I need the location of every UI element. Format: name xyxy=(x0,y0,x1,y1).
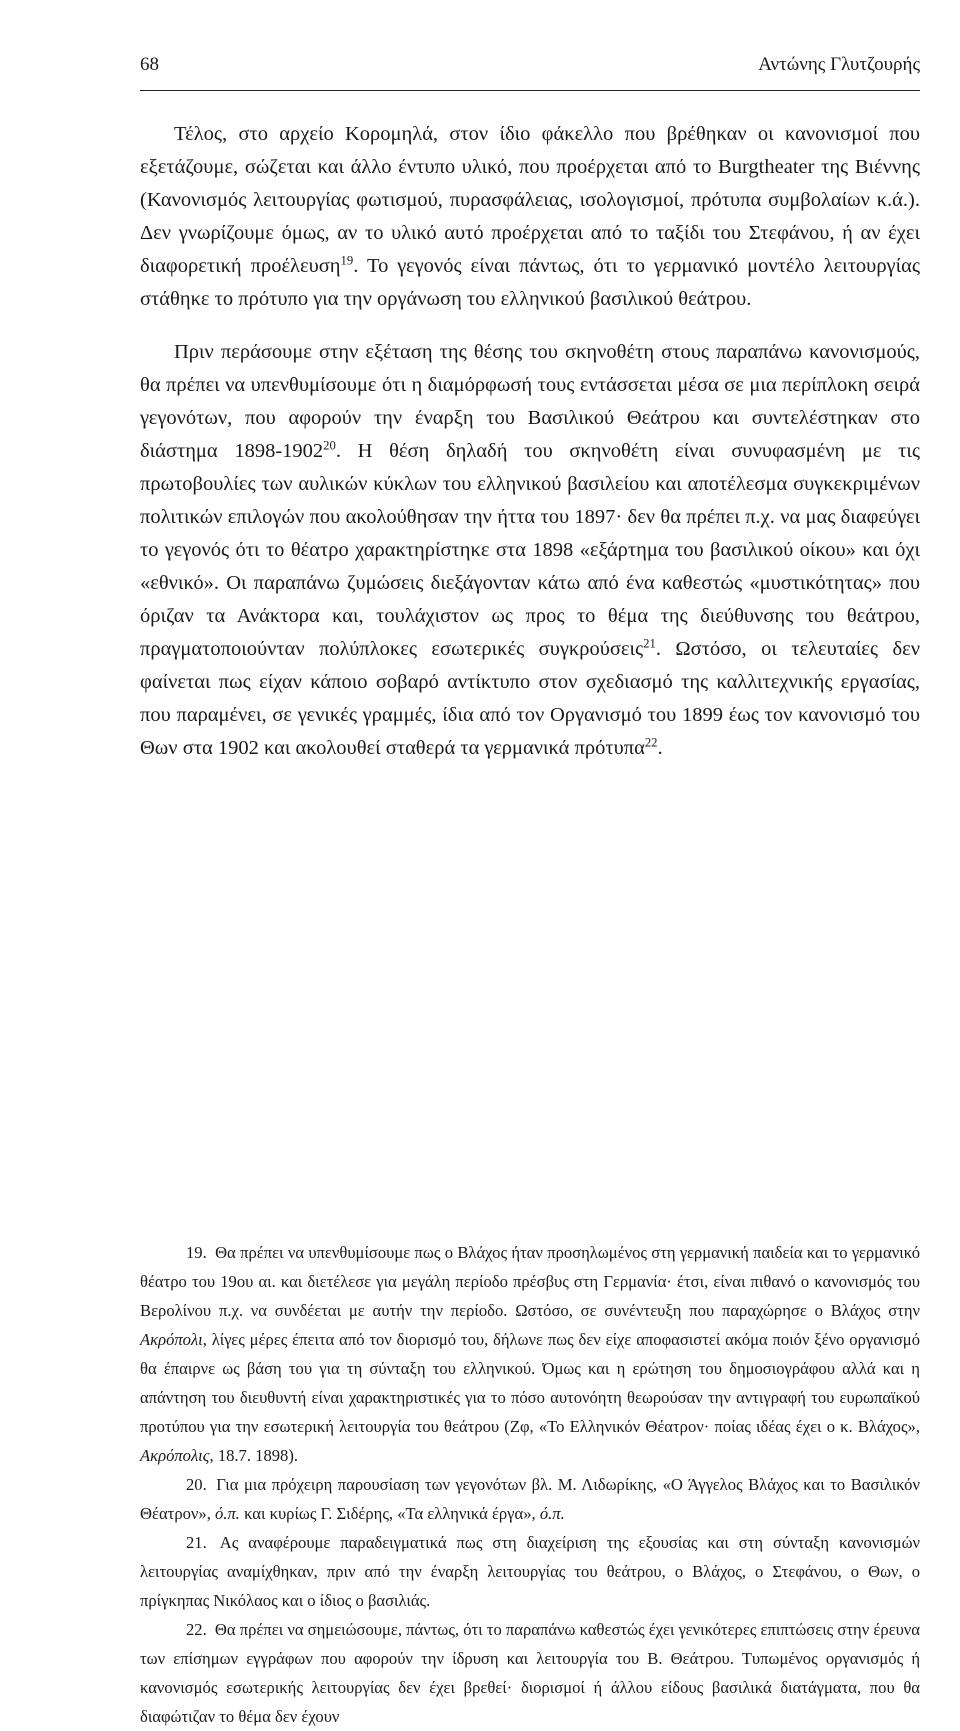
running-head-author: Αντώνης Γλυτζουρής xyxy=(758,54,920,75)
footnote-19 xyxy=(140,1238,920,1470)
running-head xyxy=(140,54,920,82)
paragraph-2-text-a: Πριν περάσουμε στην εξέταση της θέσης του σκηνοθέτη στους παραπάνω κανονισμούς, θα πρέπει να υπενθυμίσουμε ότι η διαμόρφωσή τους εντάσσεται μέσα σε μια περίπλοκη σειρά γεγονότων, που αφορούν την έναρξη του Βασιλικού Θεάτρου και συντελέστηκαν στο διάστημα 1898-1902 xyxy=(140,341,920,462)
footnote-20-italic-1: ό.π. xyxy=(215,1504,240,1523)
footnote-22 xyxy=(140,1615,920,1731)
footnote-20-text-a: Για μια πρόχειρη παρουσίαση των γεγονότων βλ. Μ. Λιδωρίκης, «Ο Άγγελος Βλάχος και το Βασιλικόν Θέατρον», xyxy=(140,1475,920,1523)
footnote-21-text: Ας αναφέρουμε παραδειγματικά πως στη διαχείριση της εξουσίας και στη σύνταξη κανονισμών λειτουργίας αναμίχθηκαν, πριν από την έναρξη λειτουργίας του θεάτρου, ο Βλάχος, ο Στεφάνου, ο Θων, ο πρίγκηπας Νικόλαος και ο ίδιος ο βασιλιάς. xyxy=(140,1533,921,1610)
footnote-19-text-a: Θα πρέπει να υπενθυμίσουμε πως ο Βλάχος ήταν προσηλωμένος στη γερμανική παιδεία και το γερμανικό θέατρο του 19ου αι. και διετέλεσε για μεγάλη περίοδο πρέσβυς στη Γερμανία· έτσι, είναι πιθανό ο κανονισμός του Βερολίνου π.χ. να συνδέεται με αυτήν την περίοδο. Ωστόσο, σε συνέντευξη που παραχώρησε ο Βλάχος στην xyxy=(140,1243,921,1320)
paragraph-1-text-b: . Το γεγονός είναι πάντως, ότι το γερμανικό μοντέλο λειτουργίας στάθηκε το πρότυπο για την οργάνωση του ελληνικού βασιλικού θεάτρου. xyxy=(140,255,920,310)
header-rule xyxy=(140,90,920,91)
footnote-19-text-b: , λίγες μέρες έπειτα από τον διορισμό του, δήλωνε πως δεν είχε αποφασιστεί ακόμα ποιόν ξένο οργανισμό θα έπαιρνε ως βάση του για τη σύνταξη του ελληνικού. Όμως και η ερώτηση του δημοσιογράφου αλλά και η απάντηση του διευθυντή είναι χαρακτηριστικές για το πόσο αυτονόητη θεωρούσαν την αντιγραφή του ευρωπαϊκού προτύπου για την εσωτερική λειτουργία του θεάτρου (Ζφ, «Το Ελληνικόν Θέατρον· ποίας ιδέας έχει ο κ. Βλάχος», xyxy=(140,1330,920,1436)
footnote-ref-20: 20 xyxy=(323,438,336,453)
footnote-20-text-b: και κυρίως Γ. Σιδέρης, «Τα ελληνικά έργα», xyxy=(239,1504,540,1523)
footnote-22-text: Θα πρέπει να σημειώσουμε, πάντως, ότι το παραπάνω καθεστώς έχει γενικότερες επιπτώσεις στην έρευνα των επίσημων εγγράφων που αφορούν την ίδρυση και λειτουργία του Β. Θεάτρου. Τυπωμένος οργανισμός ή κανονισμός εσωτερικής λειτουργίας δεν έχει βρεθεί· διορισμοί ή άλλου είδους βασιλικά διατάγματα, που θα διαφώτιζαν το θέμα δεν έχουν xyxy=(140,1620,920,1726)
paragraph-2-text-b: . Η θέση δηλαδή του σκηνοθέτη είναι συνυφασμένη με τις πρωτοβουλίες των αυλικών κύκλων του ελληνικού βασιλείου και αποτέλεσμα συγκεκριμένων πολιτικών επιλογών που ακολούθησαν την ήττα του 1897· δεν θα πρέπει π.χ. να μας διαφεύγει το γεγονός ότι το θέατρο χαρακτηρίστηκε στα 1898 «εξάρτημα του βασιλικού οίκου» και όχι «εθνικό». Οι παραπάνω ζυμώσεις διεξάγονταν κάτω από ένα καθεστώς «μυστικότητας» που όριζαν τα Ανάκτορα και, τουλάχιστον ως προς το θέμα της διεύθυνσης του θεάτρου, πραγματοποιούνταν πολύπλοκες εσωτερικές συγκρούσεις xyxy=(140,440,920,660)
footnote-number: 20. xyxy=(186,1475,207,1494)
footnote-ref-22: 22 xyxy=(644,735,658,750)
footnote-number: 19. xyxy=(186,1243,207,1262)
paragraph-1 xyxy=(140,118,920,316)
footnote-19-text-c: , 18.7. 1898). xyxy=(209,1446,299,1465)
footnote-20 xyxy=(140,1470,920,1528)
footnotes xyxy=(140,1238,920,1731)
footnote-ref-21: 21 xyxy=(643,636,656,651)
page-number: 68 xyxy=(140,54,159,75)
footnote-number: 22. xyxy=(186,1620,207,1639)
footnote-number: 21. xyxy=(186,1533,207,1552)
footnote-21 xyxy=(140,1528,920,1615)
paragraph-2-text-d: . xyxy=(657,737,663,759)
main-text xyxy=(140,118,920,765)
footnote-20-italic-2: ό.π. xyxy=(539,1504,565,1523)
footnote-ref-19: 19 xyxy=(340,253,354,268)
footnote-19-italic-1: Ακρόπολι xyxy=(140,1330,203,1349)
paragraph-2 xyxy=(140,336,920,765)
footnote-19-italic-2: Ακρόπολις xyxy=(140,1446,210,1465)
paragraph-2-text-c: . Ωστόσο, οι τελευταίες δεν φαίνεται πως είχαν κάποιο σοβαρό αντίκτυπο στον σχεδιασμό της καλλιτεχνικής εργασίας, που παραμένει, σε γενικές γραμμές, ίδια από τον Οργανισμό του 1899 έως τον κανονισμό του Θων στα 1902 και ακολουθεί σταθερά τα γερμανικά πρότυπα xyxy=(140,638,920,759)
paragraph-1-text-a: Τέλος, στο αρχείο Κορομηλά, στον ίδιο φάκελλο που βρέθηκαν οι κανονισμοί που εξετάζουμε, σώζεται και άλλο έντυπο υλικό, που προέρχεται από το Burgtheater της Βιέννης (Κανονισμός λειτουργίας φωτισμού, πυρασφάλειας, ισολογισμοί, πρότυπα συμβολαίων κ.ά.). Δεν γνωρίζουμε όμως, αν το υλικό αυτό προέρχεται από το ταξίδι του Στεφάνου, ή αν έχει διαφορετική προέλευση xyxy=(140,123,920,277)
